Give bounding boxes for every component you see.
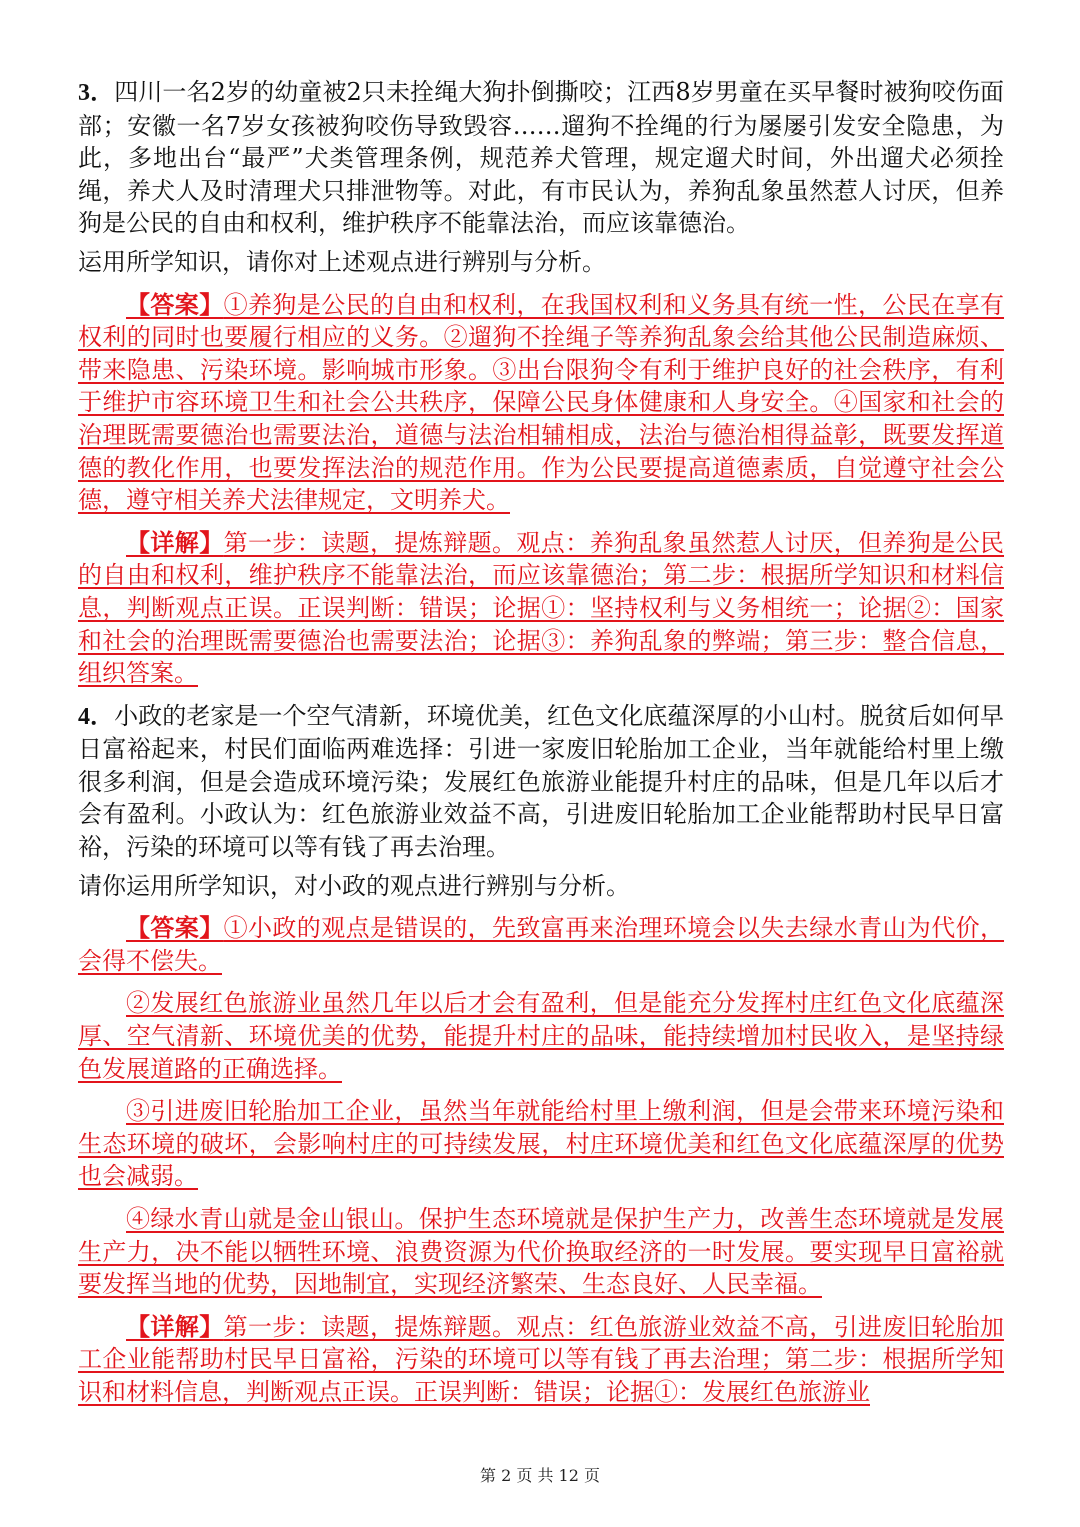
- detail-label: 【详解】: [126, 527, 224, 557]
- question-3-number: 3．: [78, 80, 115, 106]
- question-4-answer-1-text: ①小政的观点是错误的，先致富再来治理环境会以失去绿水青山为代价，会得不偿失。: [78, 914, 1005, 975]
- answer-label: 【答案】: [126, 913, 224, 943]
- question-3-detail: [78, 527, 1004, 690]
- question-4-detail-text: 第一步：读题，提炼辩题。观点：红色旅游业效益不高，引进废旧轮胎加工企业能帮助村民早日富裕，污染的环境可以等有钱了再去治理；第二步：根据所学知识和材料信息，判断观点正误。正误判断：错误；论据①：发展红色旅游业: [78, 1312, 1005, 1406]
- question-4-text: 小政的老家是一个空气清新，环境优美，红色文化底蕴深厚的小山村。脱贫后如何早日富裕起来，村民们面临两难选择：引进一家废旧轮胎加工企业，当年就能给村里上缴很多利润，但是会造成环境污染；发展红色旅游业能提升村庄的品味，但是几年以后才会有盈利。小政认为：红色旅游业效益不高，引进废旧轮胎加工企业能帮助村民早日富裕，污染的环境可以等有钱了再去治理。: [78, 701, 1005, 862]
- question-4-answer-3: ③引进废旧轮胎加工企业，虽然当年就能给村里上缴利润，但是会带来环境污染和生态环境的破坏，会影响村庄的可持续发展，村庄环境优美和红色文化底蕴深厚的优势也会减弱。: [78, 1097, 1004, 1191]
- question-4-detail: [78, 1311, 1004, 1409]
- question-3-answer-text: ①养狗是公民的自由和权利，在我国权利和义务具有统一性，公民在享有权利的同时也要履行相应的义务。②遛狗不拴绳子等养狗乱象会给其他公民制造麻烦、带来隐患、污染环境。影响城市形象。③出台限狗令有利于维护良好的社会秩序，有利于维护市容环境卫生和社会公共秩序，保障公民身体健康和人身安全。④国家和社会的治理既需要德治也需要法治，道德与法治相辅相成，法治与德治相得益彰，既要发挥道德的教化作用，也要发挥法治的规范作用。作为公民要提高道德素质，自觉遵守社会公德，遵守相关养犬法律规定，文明养犬。: [78, 290, 1005, 515]
- question-3-text: 四川一名2岁的幼童被2只未拴绳大狗扑倒撕咬；江西8岁男童在买早餐时被狗咬伤面部；安徽一名7岁女孩被狗咬伤导致毁容……遛狗不拴绳的行为屡屡引发安全隐患，为此，多地出台“最严”犬类管理条例，规范养犬管理，规定遛犬时间，外出遛犬必须拴绳，养犬人及时清理犬只排泄物等。对此，有市民认为，养狗乱象虽然惹人讨厌，但养狗是公民的自由和权利，维护秩序不能靠法治，而应该靠德治。: [78, 78, 1004, 238]
- page-footer: 第 2 页 共 12 页: [480, 1466, 600, 1485]
- question-4: [78, 700, 1004, 864]
- answer-label: 【答案】: [126, 289, 224, 319]
- question-3-answer: [78, 289, 1004, 517]
- question-4-answer-2: ②发展红色旅游业虽然几年以后才会有盈利，但是能充分发挥村庄红色文化底蕴深厚、空气清新、环境优美的优势，能提升村庄的品味，能持续增加村民收入，是坚持绿色发展道路的正确选择。: [78, 989, 1004, 1083]
- question-4-answer-4: ④绿水青山就是金山银山。保护生态环境就是保护生产力，改善生态环境就是发展生产力，决不能以牺牲环境、浪费资源为代价换取经济的一时发展。要实现早日富裕就要发挥当地的优势，因地制宜，实现经济繁荣、生态良好、人民幸福。: [78, 1205, 1004, 1299]
- question-4-number: 4．: [78, 703, 115, 730]
- detail-label: 【详解】: [126, 1311, 224, 1341]
- question-3-prompt: 运用所学知识，请你对上述观点进行辨别与分析。: [78, 247, 606, 276]
- question-4-answer-1: [78, 912, 1004, 977]
- question-3-detail-text: 第一步：读题，提炼辩题。观点：养狗乱象虽然惹人讨厌，但养狗是公民的自由和权利，维护秩序不能靠法治，而应该靠德治；第二步：根据所学知识和材料信息，判断观点正误。正误判断：错误；论据①：坚持权利与义务相统一；论据②：国家和社会的治理既需要德治也需要法治；论据③：养狗乱象的弊端；第三步：整合信息，组织答案。: [78, 528, 1005, 688]
- document-page: [78, 76, 1004, 1419]
- question-4-prompt: 请你运用所学知识，对小政的观点进行辨别与分析。: [78, 871, 630, 900]
- question-3: [78, 76, 1004, 240]
